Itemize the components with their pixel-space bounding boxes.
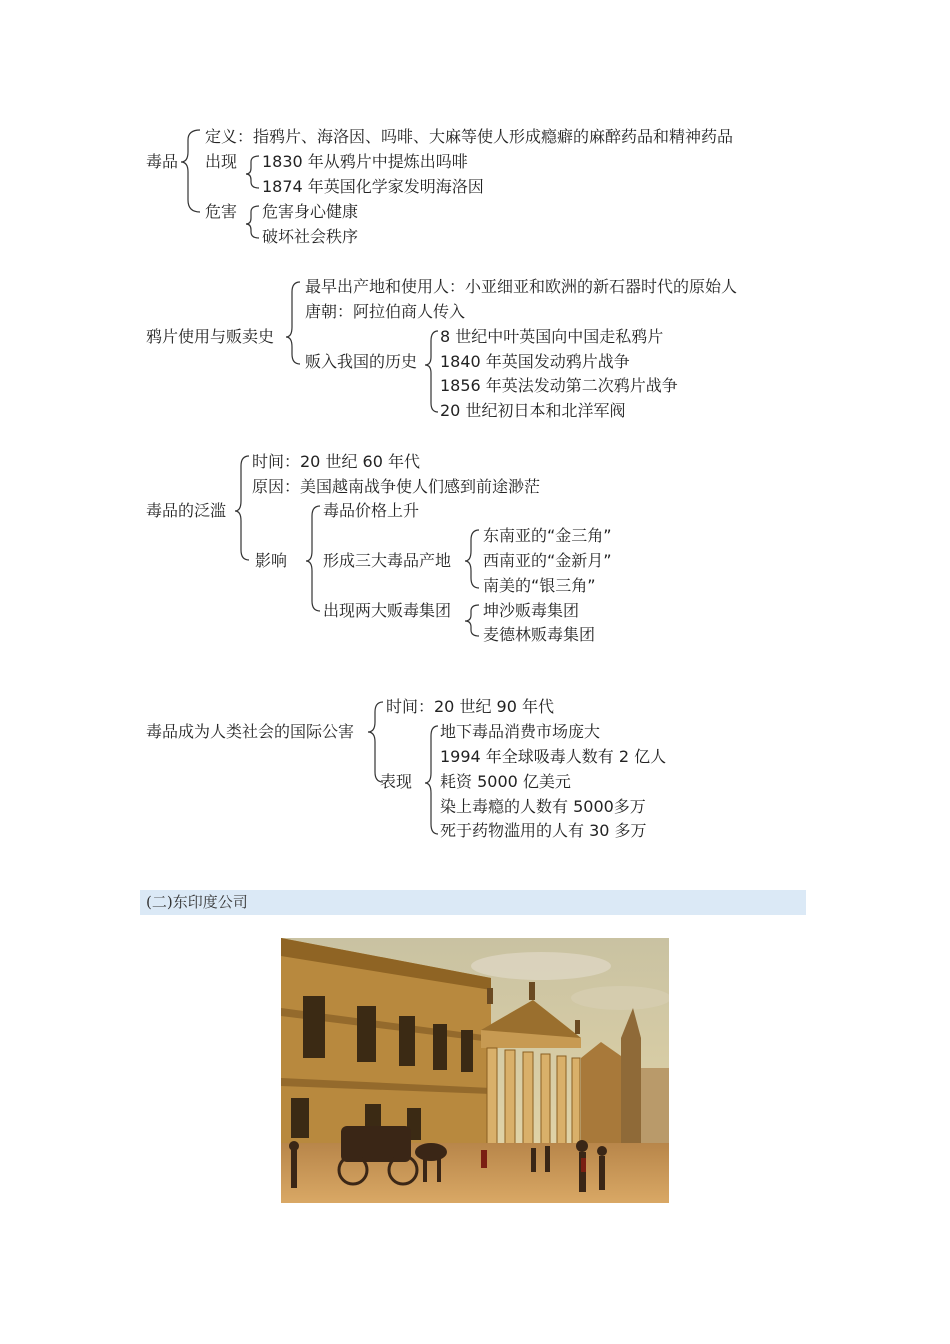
map2-history-item: 20 世纪初日本和北洋军阀 bbox=[440, 401, 626, 420]
bracket-map3-areas bbox=[465, 530, 479, 588]
bracket-map2-root bbox=[286, 282, 300, 364]
map3-area-item: 西南亚的“金新月” bbox=[483, 551, 612, 570]
map3-group-item: 坤沙贩毒集团 bbox=[483, 601, 580, 620]
bracket-map1-appearance bbox=[246, 156, 259, 188]
map4-show: 表现 bbox=[380, 772, 413, 791]
map1-root: 毒品 bbox=[146, 152, 179, 171]
map3-reason: 原因：美国越南战争使人们感到前途渺茫 bbox=[252, 477, 541, 496]
map1-harm: 危害 bbox=[205, 202, 238, 221]
map1-appearance-item: 1874 年英国化学家发明海洛因 bbox=[262, 177, 484, 196]
section-heading: (二)东印度公司 bbox=[146, 893, 248, 911]
map3-effect: 影响 bbox=[255, 551, 288, 570]
map2-history-item: 8 世纪中叶英国向中国走私鸦片 bbox=[440, 327, 664, 346]
map2-history: 贩入我国的历史 bbox=[305, 352, 418, 371]
map4-show-item: 地下毒品消费市场庞大 bbox=[440, 722, 601, 741]
map4-show-item: 死于药物滥用的人有 30 多万 bbox=[440, 821, 647, 840]
bracket-map1-root bbox=[181, 130, 200, 212]
map2-tang: 唐朝：阿拉伯商人传入 bbox=[305, 302, 466, 321]
map4-time: 时间：20 世纪 90 年代 bbox=[386, 697, 554, 716]
map2-history-item: 1856 年英法发动第二次鸦片战争 bbox=[440, 376, 678, 395]
bracket-map3-root bbox=[235, 456, 249, 560]
map2-history-item: 1840 年英国发动鸦片战争 bbox=[440, 352, 630, 371]
map4-show-item: 1994 年全球吸毒人数有 2 亿人 bbox=[440, 747, 667, 766]
map3-price: 毒品价格上升 bbox=[323, 501, 420, 520]
map3-areas: 形成三大毒品产地 bbox=[323, 551, 452, 570]
map3-groups: 出现两大贩毒集团 bbox=[323, 601, 452, 620]
map4-show-item: 染上毒瘾的人数有 5000多万 bbox=[440, 797, 646, 816]
east-india-house-illustration bbox=[281, 938, 669, 1203]
map4-root: 毒品成为人类社会的国际公害 bbox=[146, 722, 355, 741]
bracket-map3-effect bbox=[306, 506, 320, 611]
map1-harm-item: 危害身心健康 bbox=[262, 202, 359, 221]
map1-appearance: 出现 bbox=[205, 152, 238, 171]
section-heading-band bbox=[140, 890, 806, 915]
map3-area-item: 东南亚的“金三角” bbox=[483, 526, 612, 545]
map1-appearance-item: 1830 年从鸦片中提炼出吗啡 bbox=[262, 152, 468, 171]
map2-root: 鸦片使用与贩卖史 bbox=[146, 327, 275, 346]
bracket-map2-history bbox=[425, 331, 438, 412]
bracket-map4-show bbox=[425, 726, 438, 834]
map3-group-item: 麦德林贩毒集团 bbox=[483, 625, 596, 644]
bracket-map3-groups bbox=[465, 605, 479, 636]
bracket-map4-root bbox=[368, 702, 383, 782]
map3-area-item: 南美的“银三角” bbox=[483, 576, 596, 595]
map2-first-use: 最早出产地和使用人：小亚细亚和欧洲的新石器时代的原始人 bbox=[305, 277, 738, 296]
map3-root: 毒品的泛滥 bbox=[146, 501, 227, 520]
map3-time: 时间：20 世纪 60 年代 bbox=[252, 452, 420, 471]
bracket-map1-harm bbox=[246, 206, 259, 238]
map1-definition: 定义：指鸦片、海洛因、吗啡、大麻等使人形成瘾癖的麻醉药品和精神药品 bbox=[205, 127, 734, 146]
map4-show-item: 耗资 5000 亿美元 bbox=[440, 772, 571, 791]
map1-harm-item: 破坏社会秩序 bbox=[262, 227, 359, 246]
